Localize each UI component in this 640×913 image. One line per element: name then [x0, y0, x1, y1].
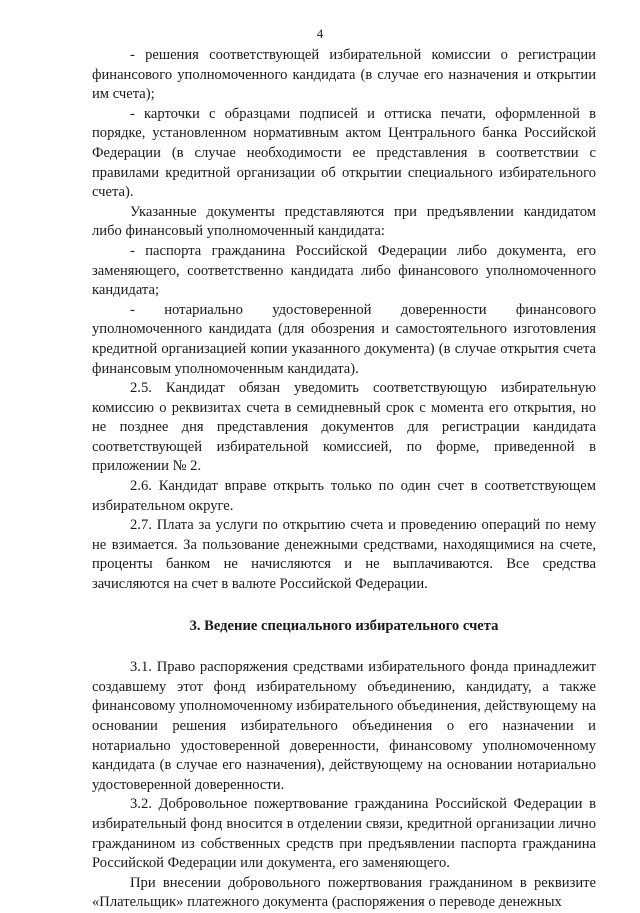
paragraph-2-7: 2.7. Плата за услуги по открытию счета и проведению операций по нему не взимается. За пользование денежными средствами, находящимися на счете, проценты банком не начисляются и не выплачиваются. Все средства зачисляются на счет в валюте Российской Федерации. — [92, 517, 596, 593]
paragraph-commission-decision: - решения соответствующей избирательной комиссии о регистрации финансового уполномоченного кандидата (в случае его назначения и открытии им счета); — [92, 47, 596, 103]
document-body — [92, 46, 596, 913]
section-heading: 3. Ведение специального избирательного счета — [189, 617, 499, 634]
page-number: 4 — [316, 26, 324, 41]
paragraph-3-1: 3.1. Право распоряжения средствами избирательного фонда принадлежит создавшему этот фонд избирательному объединению, кандидату, а также финансовому уполномоченному избирательного объединения, действующему на основании решения избирательного объединения о его назначении и нотариально удостоверенной доверенности, финансовому уполномоченному кандидата (в случае его назначения), действующему на основании нотариально удостоверенной доверенности. — [92, 659, 596, 793]
paragraph-2-6: 2.6. Кандидат вправе открыть только по один счет в соответствующем избирательном округе. — [92, 478, 596, 514]
paragraph-passport: - паспорта гражданина Российской Федерации либо документа, его заменяющего, соответственно кандидата либо финансового уполномоченного кандидата; — [92, 242, 596, 299]
paragraph-3-2: 3.2. Добровольное пожертвование гражданина Российской Федерации в избирательный фонд вносится в отделении связи, кредитной организации лично гражданином из собственных средств при предъявлении паспорта гражданина Российской Федерации или документа, его заменяющего. — [92, 796, 596, 872]
paragraph-signature-cards: - карточки с образцами подписей и оттиска печати, оформленной в порядке, установленном нормативным актом Центрального банка Российской Федерации (в случае необходимости ее представления в соответствии с правилами кредитной организации об открытии специального избирательного счета). — [92, 105, 596, 201]
paragraph-donation-payer: При внесении добровольного пожертвования гражданином в реквизите «Плательщик» платежного документа (распоряжения о переводе денежных — [92, 874, 596, 911]
paragraph-2-5: 2.5. Кандидат обязан уведомить соответствующую избирательную комиссию о реквизитах счета в семидневный срок с момента его открытия, но не позднее дня представления документов для регистрации кандидата соответствующей избирательной комиссией, по форме, приведенной в приложении № 2. — [92, 380, 596, 475]
paragraph-documents-presented: Указанные документы представляются при предъявлении кандидатом либо финансовый уполномоченный кандидата: — [92, 203, 596, 240]
paragraph-power-of-attorney: - нотариально удостоверенной доверенности финансового уполномоченного кандидата (для обозрения и самостоятельного изготовления кредитной организацией копии указанного документа) (в случае открытия счета финансовым уполномоченным кандидата). — [92, 301, 596, 377]
